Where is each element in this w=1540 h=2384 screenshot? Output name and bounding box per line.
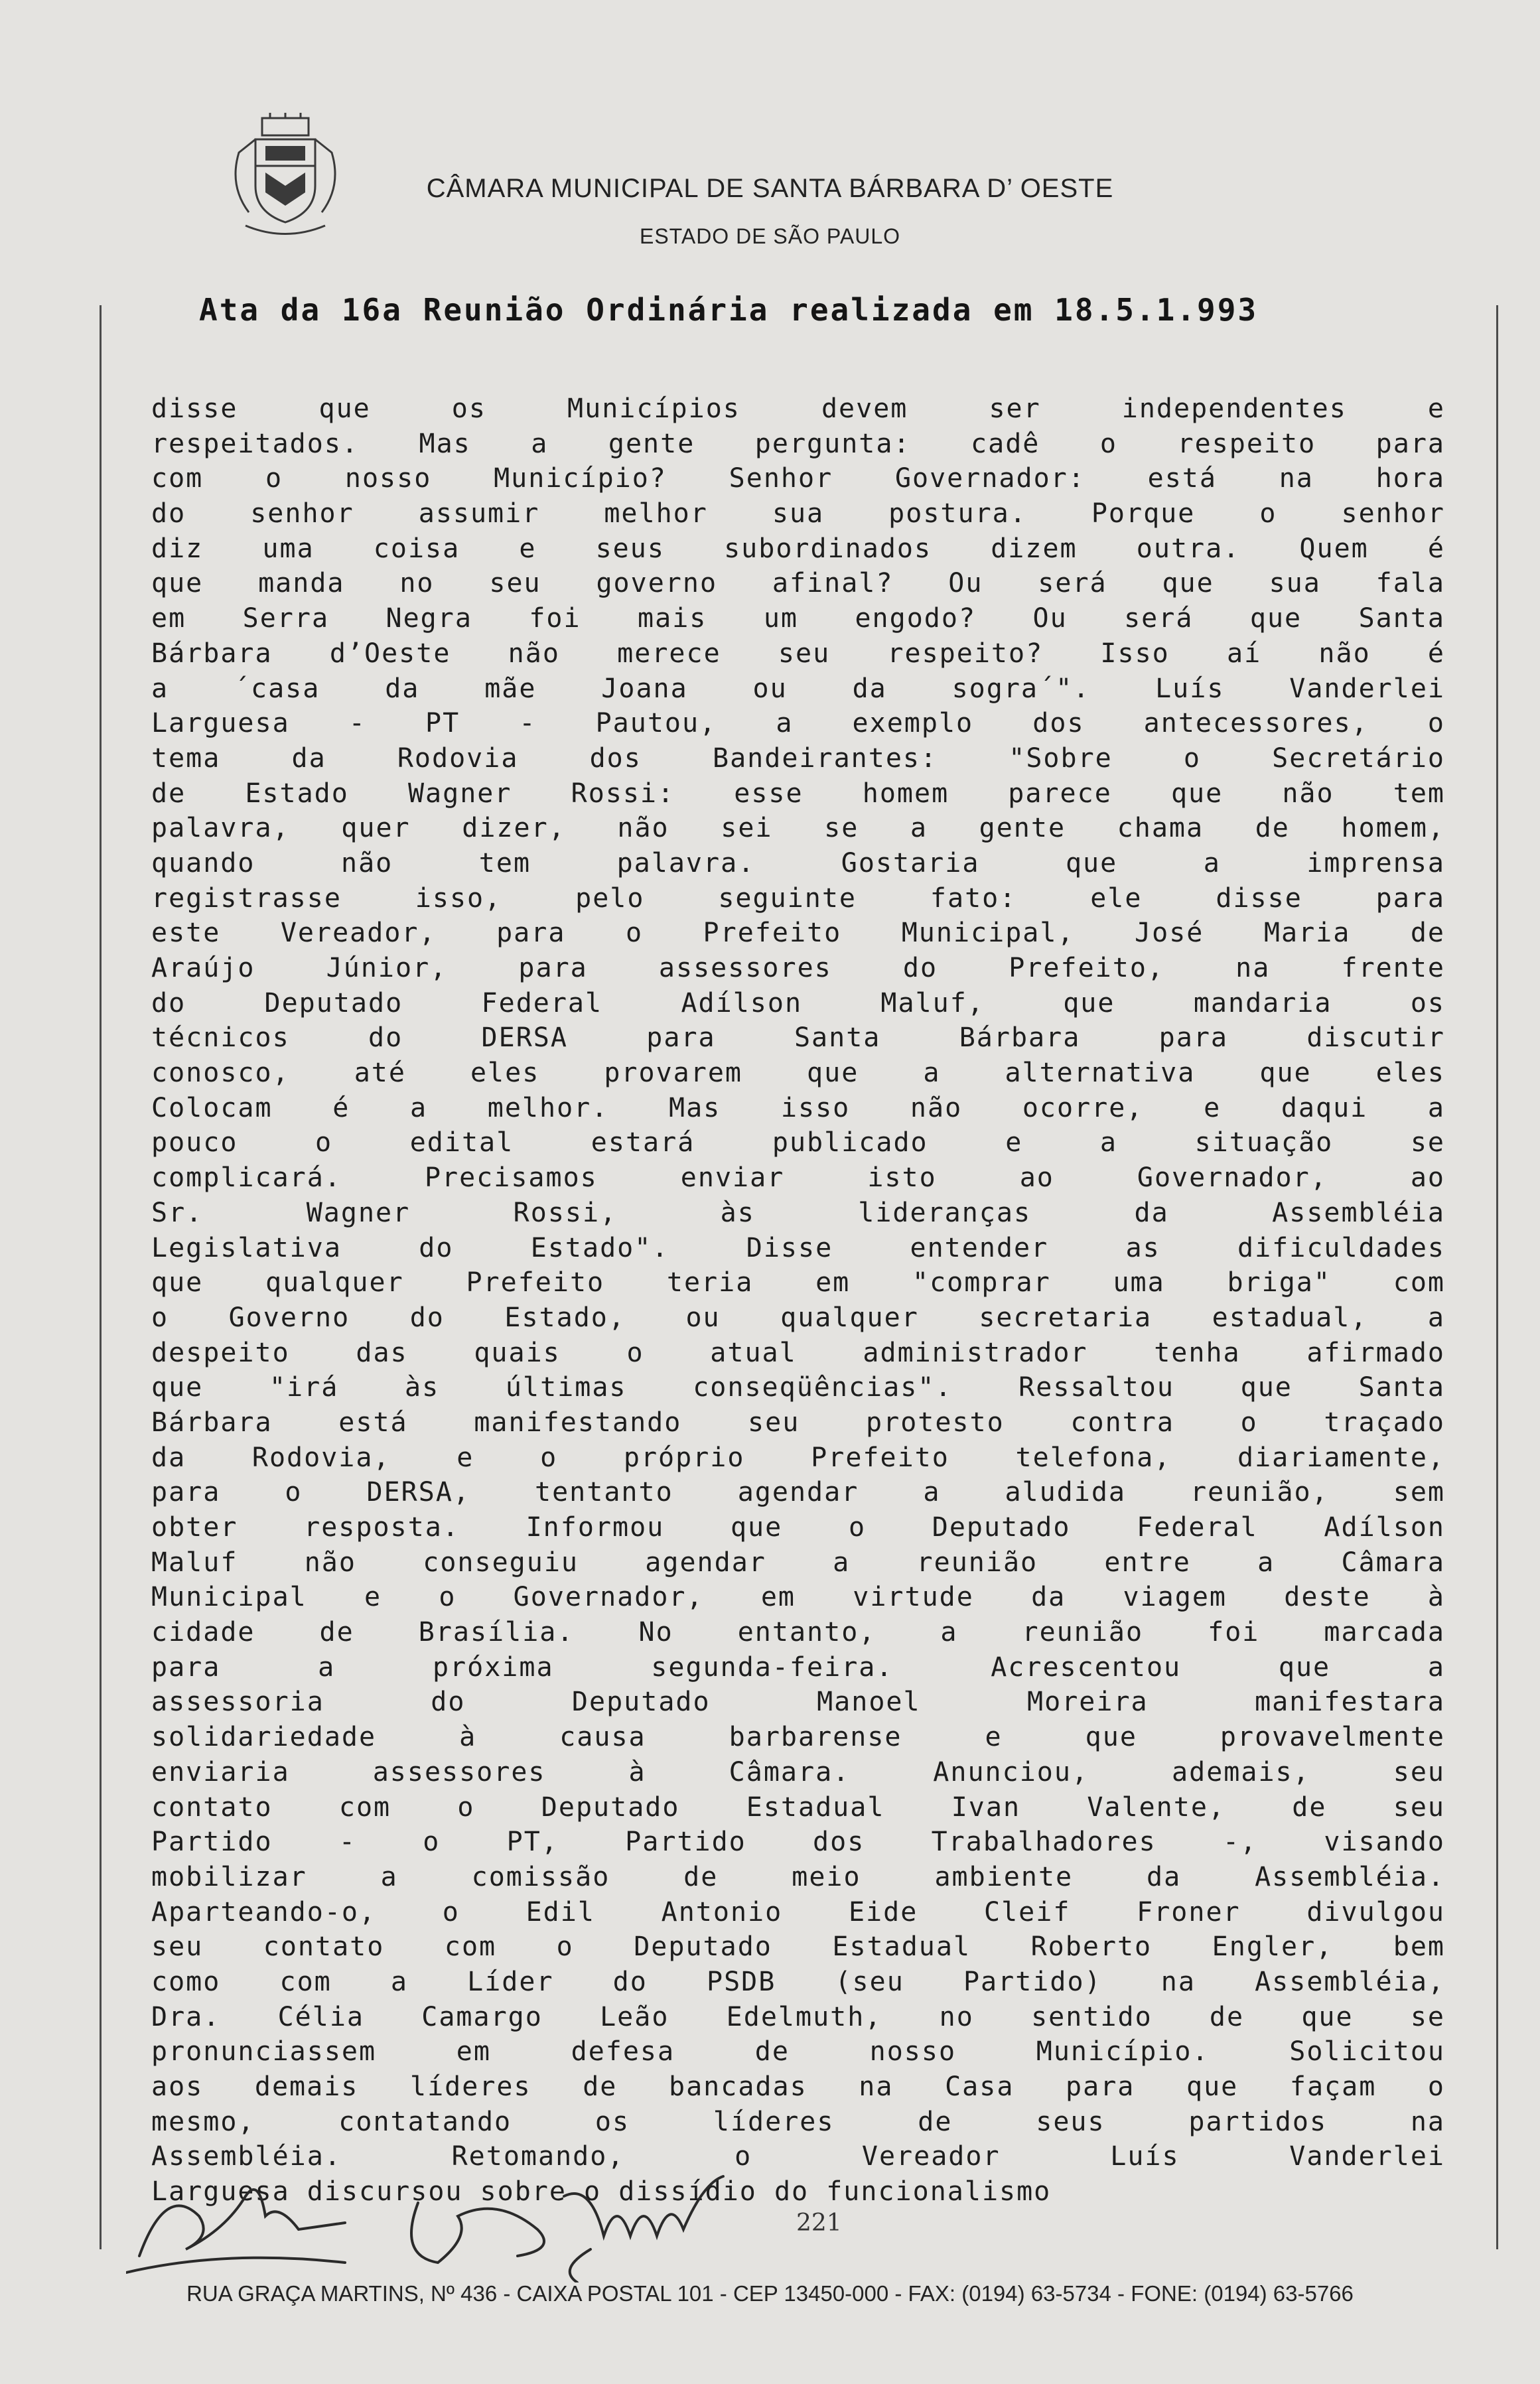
organization-state: ESTADO DE SÃO PAULO — [639, 224, 900, 248]
text-line: o Governo do Estado, ou qualquer secretaria estadual, a — [151, 1302, 1445, 1333]
text-line: mesmo, contatando os líderes de seus partidos na — [151, 2106, 1445, 2137]
text-line: como com a Líder do PSDB (seu Partido) na Assembléia, — [151, 1966, 1445, 1997]
text-line: quando não tem palavra. Gostaria que a imprensa — [151, 847, 1445, 878]
footer-address: RUA GRAÇA MARTINS, Nº 436 - CAIXA POSTAL 101 - CEP 13450-000 - FAX: (0194) 63-5734 - FONE: (0194) 63-5766 — [186, 2281, 1354, 2306]
text-line: Partido - o PT, Partido dos Trabalhadores -, visando — [151, 1827, 1445, 1858]
text-line: de Estado Wagner Rossi: esse homem parece que não tem — [151, 778, 1445, 809]
text-line: pronunciassem em defesa de nosso Município. Solicitou — [151, 2036, 1445, 2068]
text-line: que qualquer Prefeito teria em "comprar uma briga" com — [151, 1267, 1445, 1298]
text-line: Bárbara está manifestando seu protesto contra o traçado — [151, 1407, 1445, 1438]
text-line: para o DERSA, tentanto agendar a aludida reunião, sem — [151, 1477, 1445, 1508]
text-line: assessoria do Deputado Manoel Moreira manifestara — [151, 1687, 1445, 1718]
text-line: disse que os Municípios devem ser independentes e — [151, 393, 1445, 424]
document-title: Ata da 16a Reunião Ordinária realizada em 18.5.1.993 — [199, 292, 1259, 328]
text-line: em Serra Negra foi mais um engodo? Ou será que Santa — [151, 603, 1445, 634]
text-line: Aparteando-o, o Edil Antonio Eide Cleif Froner divulgou — [151, 1896, 1445, 1928]
text-line: técnicos do DERSA para Santa Bárbara para discutir — [151, 1022, 1445, 1054]
text-line: com o nosso Município? Senhor Governador: está na hora — [151, 463, 1445, 494]
text-line: este Vereador, para o Prefeito Municipal, José Maria de — [151, 918, 1445, 949]
text-line: Dra. Célia Camargo Leão Edelmuth, no sentido de que se — [151, 2001, 1445, 2032]
text-line: conosco, até eles provarem que a alternativa que eles — [151, 1058, 1445, 1089]
minutes-body — [151, 391, 1445, 2209]
text-line: Larguesa discursou sobre o dissídio do funcionalismo — [151, 2176, 1052, 2208]
text-line: seu contato com o Deputado Estadual Roberto Engler, bem — [151, 1931, 1445, 1963]
text-line: palavra, quer dizer, não sei se a gente chama de homem, — [151, 813, 1445, 844]
text-line: diz uma coisa e seus subordinados dizem outra. Quem é — [151, 533, 1445, 564]
text-line: obter resposta. Informou que o Deputado Federal Adílson — [151, 1512, 1445, 1543]
text-line: Bárbara d’Oeste não merece seu respeito? Isso aí não é — [151, 638, 1445, 669]
left-margin-rule — [100, 305, 102, 2249]
text-line: pouco o edital estará publicado e a situação se — [151, 1127, 1445, 1158]
text-line: Sr. Wagner Rossi, às lideranças da Assembléia — [151, 1197, 1445, 1228]
text-line: da Rodovia, e o próprio Prefeito telefona, diariamente, — [151, 1442, 1445, 1473]
text-line: mobilizar a comissão de meio ambiente da Assembléia. — [151, 1861, 1445, 1892]
text-line: enviaria assessores à Câmara. Anunciou, ademais, seu — [151, 1756, 1445, 1788]
text-line: tema da Rodovia dos Bandeirantes: "Sobre o Secretário — [151, 742, 1445, 774]
text-line: que manda no seu governo afinal? Ou será que sua fala — [151, 568, 1445, 599]
text-line: do Deputado Federal Adílson Maluf, que mandaria os — [151, 987, 1445, 1018]
text-line: solidariedade à causa barbarense e que provavelmente — [151, 1722, 1445, 1753]
organization-name: CÂMARA MUNICIPAL DE SANTA BÁRBARA D’ OESTE — [426, 174, 1114, 203]
text-line: complicará. Precisamos enviar isto ao Governador, ao — [151, 1162, 1445, 1194]
text-line: aos demais líderes de bancadas na Casa para que façam o — [151, 2071, 1445, 2102]
right-margin-rule — [1496, 305, 1498, 2249]
text-line: cidade de Brasília. No entanto, a reunião foi marcada — [151, 1617, 1445, 1648]
text-line: Colocam é a melhor. Mas isso não ocorre, e daqui a — [151, 1092, 1445, 1123]
text-line: Larguesa - PT - Pautou, a exemplo dos antecessores, o — [151, 708, 1445, 739]
handwritten-signatures — [126, 2156, 856, 2282]
text-line: que "irá às últimas conseqüências". Ressaltou que Santa — [151, 1372, 1445, 1403]
text-line: contato com o Deputado Estadual Ivan Valente, de seu — [151, 1791, 1445, 1823]
text-line: para a próxima segunda-feira. Acrescentou que a — [151, 1651, 1445, 1683]
text-line: despeito das quais o atual administrador tenha afirmado — [151, 1337, 1445, 1368]
text-line: registrasse isso, pelo seguinte fato: ele disse para — [151, 882, 1445, 914]
text-line: do senhor assumir melhor sua postura. Porque o senhor — [151, 498, 1445, 529]
text-line: Municipal e o Governador, em virtude da viagem deste à — [151, 1582, 1445, 1613]
text-line: respeitados. Mas a gente pergunta: cadê o respeito para — [151, 428, 1445, 459]
text-line: Maluf não conseguiu agendar a reunião entre a Câmara — [151, 1547, 1445, 1578]
text-line: a ´casa da mãe Joana ou da sogra´". Luís Vanderlei — [151, 673, 1445, 704]
text-line: Assembléia. Retomando, o Vereador Luís Vanderlei — [151, 2141, 1445, 2172]
page-number: 221 — [796, 2209, 842, 2237]
text-line: Araújo Júnior, para assessores do Prefeito, na frente — [151, 953, 1445, 983]
text-line: Legislativa do Estado". Disse entender as dificuldades — [151, 1232, 1445, 1263]
